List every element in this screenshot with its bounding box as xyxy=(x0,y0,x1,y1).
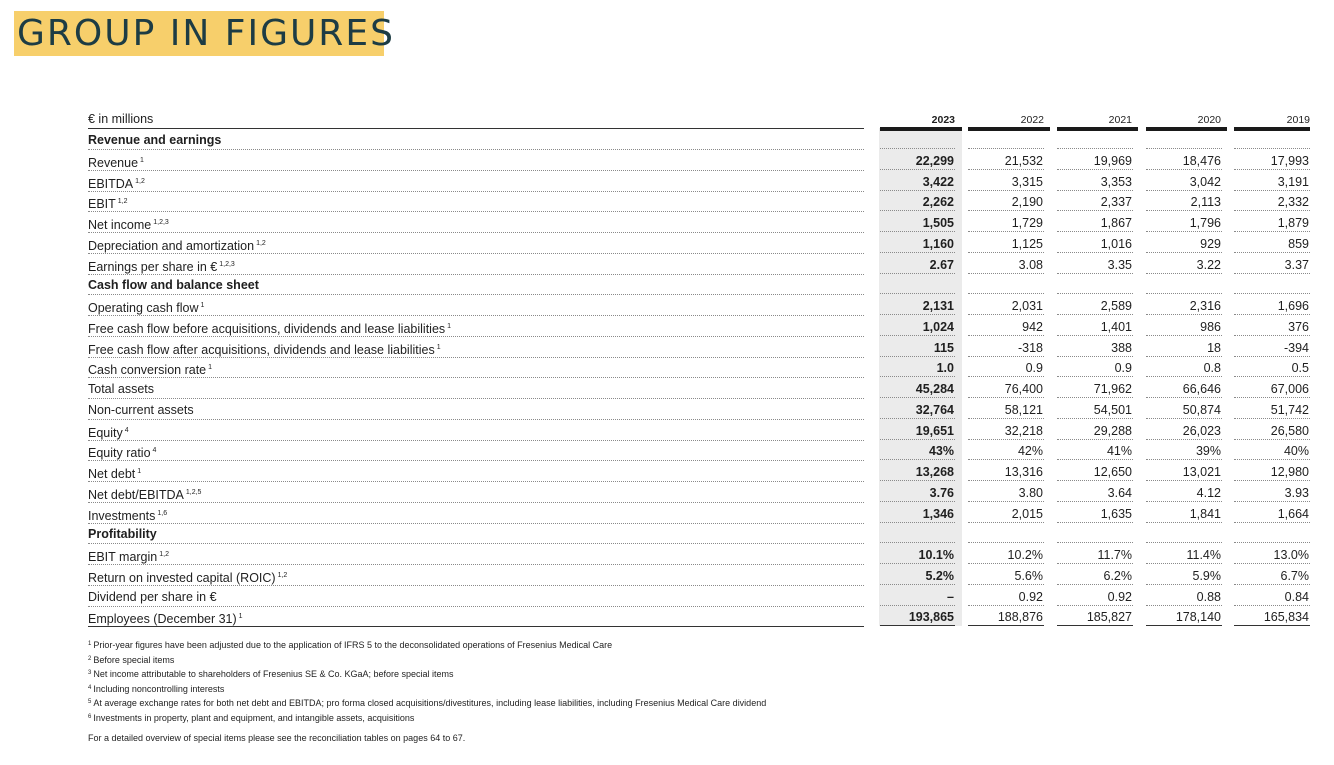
value-cell: 12,980 xyxy=(1234,461,1310,481)
value-cell: 13.0% xyxy=(1234,544,1310,564)
row-label-text: Net income xyxy=(88,218,152,232)
value-cell: 12,650 xyxy=(1057,461,1133,481)
row-label xyxy=(88,420,864,441)
footnote-text: Net income attributable to shareholders of Fresenius SE & Co. KGaA; before special items xyxy=(93,669,454,679)
footnote-ref: 1 xyxy=(447,322,452,330)
row-label xyxy=(88,274,864,295)
value-cell: 0.92 xyxy=(1057,586,1133,606)
row-label xyxy=(88,523,864,544)
value-cell: 39% xyxy=(1146,440,1222,460)
value-cell: 21,532 xyxy=(968,150,1044,170)
value-cell: 2,316 xyxy=(1146,295,1222,315)
value-cell xyxy=(1234,523,1310,543)
value-cell: 2,131 xyxy=(880,295,955,315)
table-row xyxy=(88,171,1310,192)
footnote-ref: 1 xyxy=(137,468,142,475)
footnote-ref: 1 xyxy=(436,343,441,351)
footnotes xyxy=(88,638,766,725)
footnote-number: 3 xyxy=(88,670,92,676)
value-cell: 13,021 xyxy=(1146,461,1222,481)
table-row xyxy=(88,399,1310,420)
value-cell: 45,284 xyxy=(880,378,955,398)
section-header-row xyxy=(88,523,1310,544)
value-cell: 1,664 xyxy=(1234,503,1310,523)
footnote-ref: 4 xyxy=(124,426,129,434)
value-cell: 0.84 xyxy=(1234,586,1310,606)
value-cell: 6.2% xyxy=(1057,565,1133,585)
value-cell xyxy=(1057,523,1133,543)
value-cell xyxy=(1057,129,1133,149)
table-row xyxy=(88,420,1310,441)
row-label-text: Revenue xyxy=(88,155,139,170)
table-row xyxy=(88,606,1310,627)
value-cell: 5.6% xyxy=(968,565,1044,585)
value-cell: 0.92 xyxy=(968,586,1044,606)
value-cell: 43% xyxy=(880,440,955,460)
value-cell: 76,400 xyxy=(968,378,1044,398)
value-cell: 2,031 xyxy=(968,295,1044,315)
value-cell xyxy=(968,274,1044,294)
footnote-text: Before special items xyxy=(93,654,175,665)
value-cell: 19,969 xyxy=(1057,150,1133,170)
value-cell: 17,993 xyxy=(1234,150,1310,170)
row-label-text: Free cash flow before acquisitions, dividends and lease liabilities xyxy=(88,321,446,336)
row-label xyxy=(88,254,864,275)
value-cell: 188,876 xyxy=(968,606,1044,626)
page-title: GROUP IN FIGURES xyxy=(14,11,384,56)
value-cell: 3.35 xyxy=(1057,254,1133,274)
row-label xyxy=(88,440,864,461)
value-cell: 26,580 xyxy=(1234,420,1310,440)
value-cell: 1.0 xyxy=(880,357,955,377)
value-cell: 1,024 xyxy=(880,316,955,336)
value-cell: -318 xyxy=(968,337,1044,357)
value-cell: 2,337 xyxy=(1057,191,1133,211)
section-header-row xyxy=(88,129,1310,150)
row-label-text: Net debt/EBITDA xyxy=(88,487,184,502)
value-cell: 1,729 xyxy=(968,212,1044,232)
value-cell xyxy=(1146,274,1222,294)
row-label xyxy=(88,399,864,420)
row-label-text: Depreciation and amortization xyxy=(88,238,255,253)
value-cell: 3,353 xyxy=(1057,171,1133,191)
value-cell: 1,401 xyxy=(1057,316,1133,336)
value-cell xyxy=(1234,129,1310,149)
value-cell: – xyxy=(880,586,955,606)
footnote-text: Prior-year figures have been adjusted due to the application of IFRS 5 to the deconsolidated operations of Fresenius Medical Care xyxy=(93,640,613,650)
value-cell: 185,827 xyxy=(1057,606,1133,626)
row-label xyxy=(88,129,864,150)
table-row xyxy=(88,440,1310,461)
row-label-text: Non-current assets xyxy=(88,402,194,417)
value-cell: 2,190 xyxy=(968,191,1044,211)
table-row xyxy=(88,212,1310,233)
value-cell: 11.4% xyxy=(1146,544,1222,564)
row-label xyxy=(88,378,864,399)
row-label xyxy=(88,606,864,627)
value-cell: 3.64 xyxy=(1057,482,1133,502)
value-cell: 3.08 xyxy=(968,254,1044,274)
value-cell: 18,476 xyxy=(1146,150,1222,170)
footnote-ref: 1,2 xyxy=(117,198,128,206)
row-label-text: Equity xyxy=(88,425,123,440)
value-cell: 0.88 xyxy=(1146,586,1222,606)
footnote xyxy=(88,696,766,711)
value-cell: 5.2% xyxy=(880,565,955,585)
table-row xyxy=(88,482,1310,503)
footnote xyxy=(88,682,766,697)
value-cell: 1,841 xyxy=(1146,503,1222,523)
value-cell: 32,764 xyxy=(880,399,955,419)
row-label xyxy=(88,461,864,482)
table-row xyxy=(88,503,1310,524)
value-cell: 22,299 xyxy=(880,150,955,170)
footnote-ref: 1 xyxy=(238,613,243,621)
row-label xyxy=(88,150,864,171)
row-label xyxy=(88,586,864,607)
value-cell: 13,316 xyxy=(968,461,1044,481)
value-cell: 1,125 xyxy=(968,233,1044,253)
value-cell: 3,315 xyxy=(968,171,1044,191)
row-label-text: Cash flow and balance sheet xyxy=(88,278,259,293)
row-label-text: Investments xyxy=(88,508,156,523)
value-cell: 5.9% xyxy=(1146,565,1222,585)
row-label xyxy=(88,565,864,586)
value-cell: 6.7% xyxy=(1234,565,1310,585)
row-label-text: EBIT margin xyxy=(88,550,158,564)
row-label-text: Operating cash flow xyxy=(88,301,199,315)
footnote xyxy=(88,667,766,682)
value-cell: 42% xyxy=(968,440,1044,460)
value-cell: 4.12 xyxy=(1146,482,1222,502)
value-cell: 29,288 xyxy=(1057,420,1133,440)
value-cell xyxy=(1234,274,1310,294)
section-header-row xyxy=(88,274,1310,295)
value-cell: 1,160 xyxy=(880,233,955,253)
row-label xyxy=(88,357,864,378)
value-cell: 3,042 xyxy=(1146,171,1222,191)
value-cell: 71,962 xyxy=(1057,378,1133,398)
figures-table xyxy=(88,108,1310,627)
table-row xyxy=(88,586,1310,607)
row-label xyxy=(88,337,864,358)
footnote-ref: 1,2,3 xyxy=(153,219,169,226)
row-label xyxy=(88,544,864,565)
value-cell: 3,191 xyxy=(1234,171,1310,191)
value-cell xyxy=(880,129,955,149)
year-header: 2022 xyxy=(1020,114,1044,126)
row-label-text: Equity ratio xyxy=(88,446,151,461)
footnote-ref: 1,2,3 xyxy=(219,260,235,268)
value-cell: 0.8 xyxy=(1146,357,1222,377)
value-cell: 3,422 xyxy=(880,171,955,191)
value-cell: 67,006 xyxy=(1234,378,1310,398)
value-cell: 165,834 xyxy=(1234,606,1310,626)
footnote-ref: 1,2 xyxy=(256,239,266,247)
table-row xyxy=(88,254,1310,275)
value-cell: 19,651 xyxy=(880,420,955,440)
value-cell: 10.1% xyxy=(880,544,955,564)
row-label-text: Employees (December 31) xyxy=(88,612,237,627)
table-body xyxy=(88,129,1310,627)
value-cell: 2,015 xyxy=(968,503,1044,523)
row-label xyxy=(88,316,864,337)
footnote-number: 4 xyxy=(88,684,92,691)
table-row xyxy=(88,357,1310,378)
row-label-text: EBIT xyxy=(88,197,116,212)
value-cell: 13,268 xyxy=(880,461,955,481)
year-header: 2020 xyxy=(1197,114,1221,126)
value-cell: 1,505 xyxy=(880,212,955,232)
value-cell: 66,646 xyxy=(1146,378,1222,398)
row-label xyxy=(88,295,864,316)
footnote-ref: 1,2,5 xyxy=(185,488,202,496)
value-cell: 388 xyxy=(1057,337,1133,357)
value-cell: 3.76 xyxy=(880,482,955,502)
value-cell: 50,874 xyxy=(1146,399,1222,419)
value-cell: 0.9 xyxy=(1057,357,1133,377)
footnote-ref: 1,2 xyxy=(159,551,169,558)
value-cell: 58,121 xyxy=(968,399,1044,419)
value-cell: 1,879 xyxy=(1234,212,1310,232)
row-label-text: Dividend per share in € xyxy=(88,589,217,604)
footnote-number: 6 xyxy=(88,713,92,720)
value-cell: 2,113 xyxy=(1146,191,1222,211)
value-cell: 1,867 xyxy=(1057,212,1133,232)
value-cell xyxy=(968,129,1044,149)
detail-note: For a detailed overview of special items please see the reconciliation tables on pages 64 to 67. xyxy=(88,733,466,743)
footnote-ref: 1 xyxy=(208,364,213,372)
footnote-ref: 4 xyxy=(152,447,157,455)
value-cell: 32,218 xyxy=(968,420,1044,440)
value-cell: 1,016 xyxy=(1057,233,1133,253)
value-cell xyxy=(1146,129,1222,149)
row-label-text: Profitability xyxy=(88,527,157,542)
footnote-ref: 1,2 xyxy=(135,177,145,185)
value-cell: 2,262 xyxy=(880,191,955,211)
row-label xyxy=(88,212,864,233)
value-cell: 1,796 xyxy=(1146,212,1222,232)
row-label-text: Earnings per share in € xyxy=(88,259,218,274)
value-cell: 193,865 xyxy=(880,606,955,626)
value-cell: 3.37 xyxy=(1234,254,1310,274)
value-cell: 1,346 xyxy=(880,503,955,523)
value-cell: 26,023 xyxy=(1146,420,1222,440)
footnote xyxy=(88,653,766,668)
value-cell: 3.93 xyxy=(1234,482,1310,502)
footnote xyxy=(88,711,766,726)
row-label-text: EBITDA xyxy=(88,176,134,191)
value-cell: 1,635 xyxy=(1057,503,1133,523)
row-label-text: Net debt xyxy=(88,467,136,481)
row-label xyxy=(88,171,864,192)
footnote xyxy=(88,638,766,653)
value-cell: 986 xyxy=(1146,316,1222,336)
value-cell xyxy=(880,274,955,294)
unit-label: € in millions xyxy=(88,112,154,126)
value-cell: 178,140 xyxy=(1146,606,1222,626)
row-label-text: Revenue and earnings xyxy=(88,133,222,147)
footnote-text: At average exchange rates for both net debt and EBITDA; pro forma closed acquisitions/divestitures, including lease liabilities, including Fresenius Medical Care dividend xyxy=(93,698,767,708)
value-cell: 51,742 xyxy=(1234,399,1310,419)
row-label-text: Free cash flow after acquisitions, dividends and lease liabilities xyxy=(88,342,435,357)
value-cell: 0.5 xyxy=(1234,357,1310,377)
row-label xyxy=(88,503,864,524)
value-cell: 929 xyxy=(1146,233,1222,253)
footnote-ref: 1 xyxy=(200,302,205,309)
table-row xyxy=(88,191,1310,212)
value-cell: 0.9 xyxy=(968,357,1044,377)
table-row xyxy=(88,150,1310,171)
table-row xyxy=(88,544,1310,565)
value-cell: 18 xyxy=(1146,337,1222,357)
row-label xyxy=(88,233,864,254)
value-cell: 2,332 xyxy=(1234,191,1310,211)
value-cell: 859 xyxy=(1234,233,1310,253)
table-row xyxy=(88,337,1310,358)
table-header xyxy=(88,108,1310,129)
value-cell: 40% xyxy=(1234,440,1310,460)
value-cell: 1,696 xyxy=(1234,295,1310,315)
value-cell: 2,589 xyxy=(1057,295,1133,315)
value-cell xyxy=(880,523,955,543)
value-cell: 11.7% xyxy=(1057,544,1133,564)
row-label-text: Return on invested capital (ROIC) xyxy=(88,570,276,585)
value-cell xyxy=(968,523,1044,543)
footnote-text: Including noncontrolling interests xyxy=(93,683,225,694)
row-label xyxy=(88,191,864,212)
footnote-number: 2 xyxy=(88,655,92,662)
table-row xyxy=(88,316,1310,337)
value-cell: 376 xyxy=(1234,316,1310,336)
value-cell xyxy=(1146,523,1222,543)
footnote-ref: 1,2 xyxy=(277,571,288,579)
value-cell: 2.67 xyxy=(880,254,955,274)
value-cell: 41% xyxy=(1057,440,1133,460)
table-row xyxy=(88,461,1310,482)
table-row xyxy=(88,233,1310,254)
value-cell: 115 xyxy=(880,337,955,357)
value-cell: -394 xyxy=(1234,337,1310,357)
year-header: 2021 xyxy=(1108,114,1132,126)
table-row xyxy=(88,378,1310,399)
year-header: 2019 xyxy=(1286,114,1310,126)
row-label-text: Total assets xyxy=(88,382,155,396)
year-header: 2023 xyxy=(931,114,955,126)
value-cell: 10.2% xyxy=(968,544,1044,564)
footnote-number: 5 xyxy=(88,699,92,705)
row-label xyxy=(88,482,864,503)
value-cell: 3.80 xyxy=(968,482,1044,502)
value-cell xyxy=(1057,274,1133,294)
value-cell: 942 xyxy=(968,316,1044,336)
value-cell: 54,501 xyxy=(1057,399,1133,419)
table-row xyxy=(88,565,1310,586)
footnote-ref: 1,6 xyxy=(157,509,168,517)
footnote-text: Investments in property, plant and equipment, and intangible assets, acquisitions xyxy=(93,712,415,723)
footnote-ref: 1 xyxy=(140,156,144,164)
value-cell: 3.22 xyxy=(1146,254,1222,274)
footnote-number: 1 xyxy=(88,641,92,647)
table-row xyxy=(88,295,1310,316)
row-label-text: Cash conversion rate xyxy=(88,363,207,378)
